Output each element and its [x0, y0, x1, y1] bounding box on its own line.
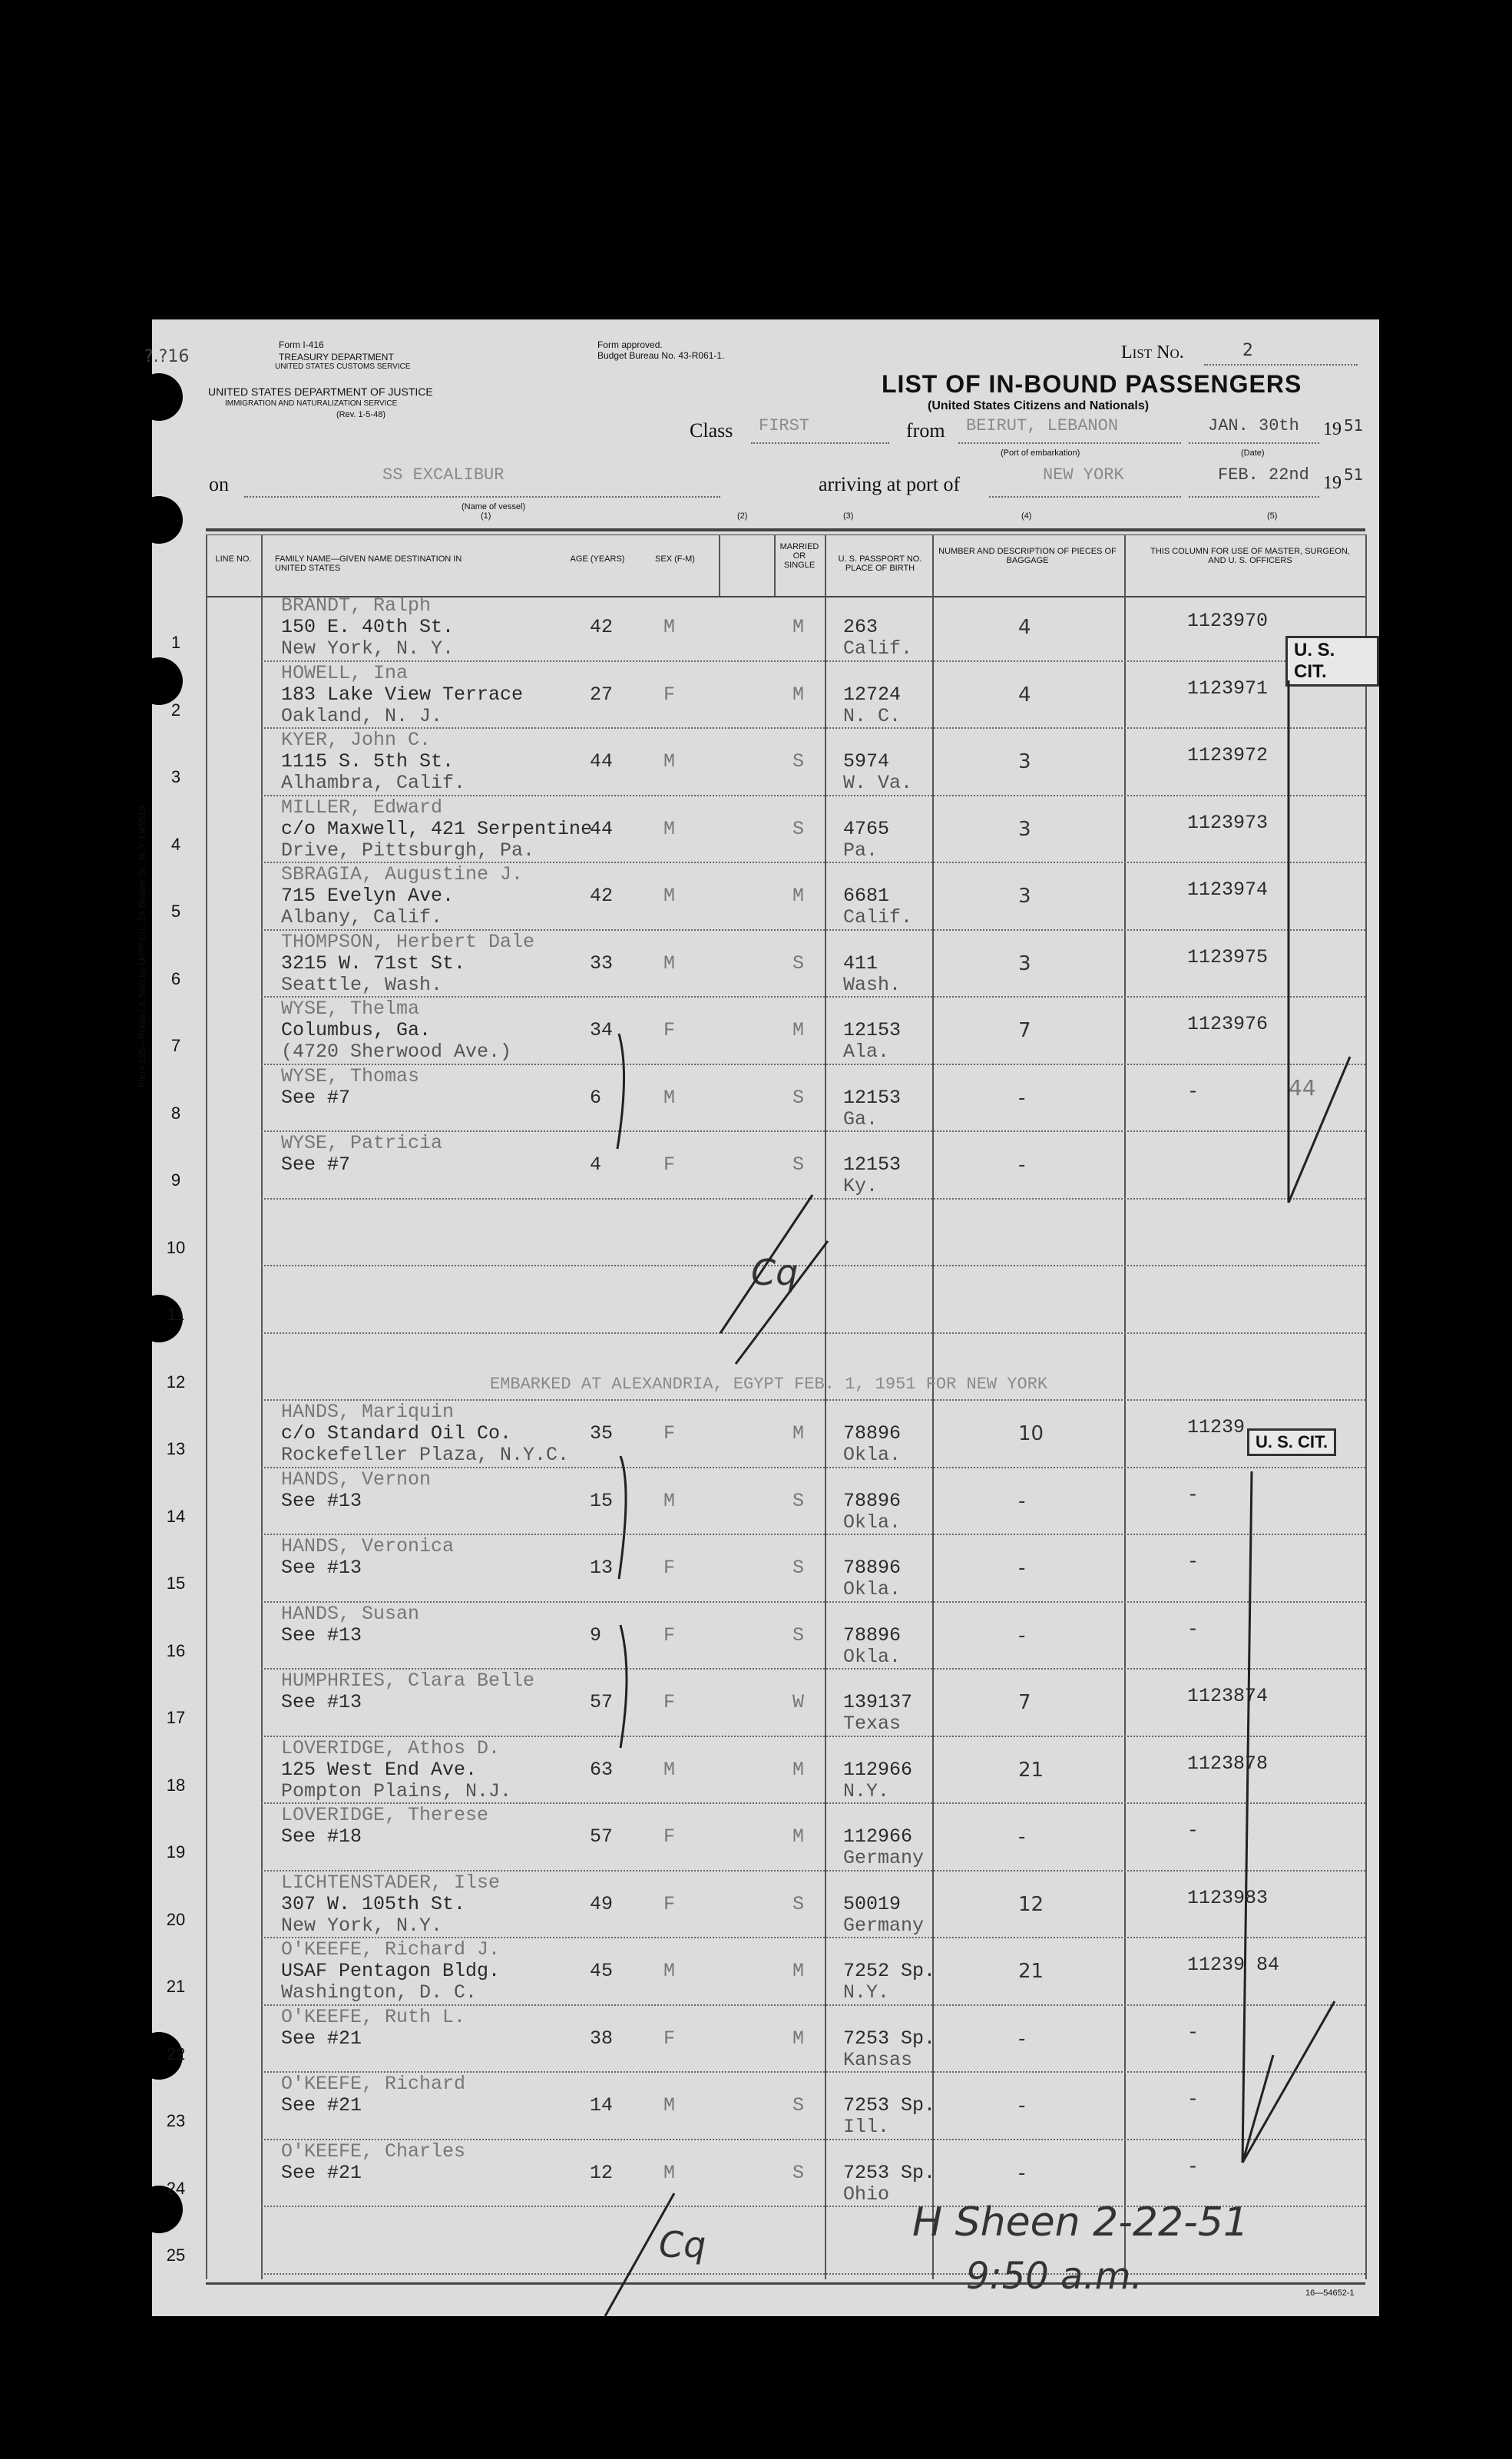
destination-line-1: See #13 — [281, 1691, 362, 1713]
place-of-birth: Ga. — [843, 1107, 878, 1130]
line-number: 15 — [166, 1574, 186, 1593]
line-number: 12 — [166, 1372, 186, 1392]
departure-date: JAN. 30th — [1208, 416, 1299, 435]
passport-number: 263 — [843, 616, 878, 638]
passport-number: 6681 — [843, 885, 890, 907]
justice-dept: UNITED STATES DEPARTMENT OF JUSTICE — [208, 386, 433, 398]
col-num-1: (1) — [481, 511, 491, 521]
destination-line-2: Oakland, N. J. — [281, 704, 443, 727]
initial-mark: Cq — [659, 2224, 706, 2265]
age: 42 — [590, 616, 614, 638]
baggage-count: - — [1018, 1825, 1026, 1848]
age: 57 — [590, 1825, 614, 1848]
destination-line-1: See #13 — [281, 1489, 362, 1512]
destination-line-2: Washington, D. C. — [281, 1981, 478, 2004]
officer-reference: 1123971 — [1187, 677, 1269, 700]
passport-number: 411 — [843, 951, 878, 975]
destination-line-1: See #7 — [281, 1153, 351, 1176]
age: 12 — [590, 2161, 614, 2184]
marital-status: M — [792, 885, 805, 907]
vessel-name: SS EXCALIBUR — [382, 465, 505, 485]
marital-status: S — [792, 1557, 805, 1579]
class-value: FIRST — [759, 416, 810, 435]
class-label: Class — [690, 419, 733, 442]
passenger-name: KYER, John C. — [281, 729, 432, 751]
officer-reference: 1123972 — [1187, 744, 1269, 766]
marital-status: S — [792, 750, 805, 773]
date-caption: (Date) — [1241, 448, 1265, 458]
passport-number: 112966 — [843, 1825, 913, 1848]
sex: F — [663, 1422, 676, 1445]
place-of-birth: Texas — [843, 1713, 902, 1735]
passport-number: 7252 Sp. — [843, 1960, 936, 1982]
passenger-name: MILLER, Edward — [281, 796, 443, 819]
destination-line-2: New York, N.Y. — [281, 1914, 443, 1937]
col-header-line: LINE NO. — [215, 554, 252, 564]
baggage-count: - — [1018, 1086, 1026, 1110]
destination-line-1: 183 Lake View Terrace — [281, 683, 524, 706]
customs-service: UNITED STATES CUSTOMS SERVICE — [275, 362, 411, 371]
col-header-baggage: NUMBER AND DESCRIPTION OF PIECES OF BAGGAGE — [938, 547, 1117, 565]
passenger-name: HUMPHRIES, Clara Belle — [281, 1670, 535, 1692]
age: 57 — [590, 1691, 614, 1713]
line-number: 7 — [170, 1036, 181, 1055]
baggage-count: - — [1018, 1623, 1026, 1647]
inspection-time: 9:50 a.m. — [966, 2255, 1143, 2298]
sex: M — [663, 2161, 676, 2184]
form-approved: Form approved. — [597, 339, 663, 350]
sex: M — [663, 750, 676, 773]
passenger-name: WYSE, Patricia — [281, 1132, 443, 1154]
sex: M — [663, 1489, 676, 1512]
destination-line-2: Rockefeller Plaza, N.Y.C. — [281, 1444, 570, 1466]
marital-status: S — [792, 2161, 805, 2184]
year-prefix-1: 19 — [1323, 419, 1342, 439]
sex: F — [663, 1691, 676, 1713]
passport-number: 50019 — [843, 1892, 902, 1915]
age: 9 — [590, 1623, 602, 1647]
place-of-birth: Ill. — [843, 2116, 890, 2138]
age: 4 — [590, 1153, 602, 1176]
place-of-birth: Okla. — [843, 1578, 902, 1600]
marital-status: S — [792, 1623, 805, 1647]
officer-reference: 1123983 — [1187, 1886, 1269, 1909]
destination-line-2: Drive, Pittsburgh, Pa. — [281, 839, 535, 862]
passenger-name: O'KEEFE, Richard J. — [281, 1938, 501, 1961]
officer-reference: 1123975 — [1187, 945, 1269, 968]
sex: F — [663, 1825, 676, 1848]
officer-reference: - — [1187, 1483, 1199, 1506]
officer-reference: 1123974 — [1187, 879, 1269, 901]
destination-line-1: 150 E. 40th St. — [281, 616, 455, 638]
line-number: 25 — [166, 2246, 186, 2265]
place-of-birth: Kansas — [843, 2048, 913, 2071]
sex: F — [663, 1153, 676, 1176]
line-number: 5 — [170, 902, 181, 921]
destination-line-1: 1115 S. 5th St. — [281, 750, 455, 773]
marital-status: M — [792, 1758, 805, 1781]
age: 35 — [590, 1422, 614, 1445]
line-number: 19 — [166, 1842, 186, 1862]
destination-line-1: See #18 — [281, 1825, 362, 1848]
us-citizen-stamp: U. S. CIT. — [1247, 1428, 1336, 1456]
place-of-birth: N. C. — [843, 704, 902, 727]
line-number: 24 — [166, 2178, 186, 2198]
destination-line-1: 307 W. 105th St. — [281, 1892, 466, 1915]
baggage-count: 4 — [1018, 683, 1031, 707]
passenger-name: BRANDT, Ralph — [281, 594, 432, 617]
line-number: 14 — [166, 1506, 186, 1526]
marital-status: S — [792, 1086, 805, 1109]
passport-number: 12724 — [843, 683, 902, 706]
passenger-name: WYSE, Thelma — [281, 998, 420, 1020]
destination-line-1: 3215 W. 71st St. — [281, 951, 466, 975]
marital-status: M — [792, 1422, 805, 1445]
destination-line-1: See #21 — [281, 2094, 362, 2116]
destination-line-2: New York, N. Y. — [281, 637, 455, 660]
passenger-manifest-sheet — [137, 319, 1379, 2316]
line-number: 21 — [166, 1977, 186, 1996]
destination-line-1: c/o Standard Oil Co. — [281, 1422, 512, 1445]
place-of-birth: Okla. — [843, 1645, 902, 1668]
destination-line-1: Columbus, Ga. — [281, 1019, 432, 1041]
port-embark-caption: (Port of embarkation) — [1001, 448, 1080, 458]
place-of-birth: Ala. — [843, 1041, 890, 1063]
marital-status: M — [792, 1825, 805, 1848]
age: 14 — [590, 2094, 614, 2116]
destination-line-1: See #7 — [281, 1086, 351, 1109]
place-of-birth: Germany — [843, 1914, 925, 1937]
list-no-value: 2 — [1242, 341, 1253, 360]
pencil-marks — [152, 319, 1379, 2316]
passport-number: 5974 — [843, 750, 890, 773]
line-number: 13 — [166, 1439, 186, 1458]
age: 42 — [590, 885, 614, 907]
age: 6 — [590, 1086, 602, 1109]
officer-reference: - — [1187, 1551, 1199, 1573]
baggage-count: 3 — [1018, 951, 1031, 975]
passenger-name: HANDS, Vernon — [281, 1468, 432, 1491]
passport-number: 78896 — [843, 1623, 902, 1647]
age: 44 — [590, 750, 614, 773]
inspector-signature: H Sheen 2-22-51 — [912, 2199, 1249, 2246]
place-of-birth: Calif. — [843, 906, 913, 928]
passport-number: 12153 — [843, 1086, 902, 1109]
age: 45 — [590, 1960, 614, 1982]
col-header-married: MARRIED OR SINGLE — [779, 542, 819, 570]
line-number: 16 — [166, 1640, 186, 1660]
marital-status: M — [792, 683, 805, 706]
passenger-name: HANDS, Veronica — [281, 1535, 455, 1557]
place-of-birth: Okla. — [843, 1511, 902, 1534]
officer-reference: 1123976 — [1187, 1013, 1269, 1035]
col-header-name: FAMILY NAME—GIVEN NAME DESTINATION IN UNITED STATES — [275, 554, 462, 573]
arriving-label: arriving at port of — [819, 473, 961, 495]
destination-line-1: See #21 — [281, 2027, 362, 2050]
marital-status: S — [792, 951, 805, 975]
passenger-name: LICHTENSTADER, Ilse — [281, 1871, 501, 1894]
arrival-date: FEB. 22nd — [1218, 465, 1309, 485]
age: 34 — [590, 1019, 614, 1041]
col-header-sex: SEX (F-M) — [655, 554, 695, 564]
passport-number: 12153 — [843, 1153, 902, 1176]
passenger-name: LOVERIDGE, Therese — [281, 1804, 489, 1826]
baggage-count: 3 — [1018, 750, 1031, 773]
age: 13 — [590, 1557, 614, 1579]
passport-number: 112966 — [843, 1758, 913, 1781]
line-number: 23 — [166, 2111, 186, 2130]
passport-number: 7253 Sp. — [843, 2161, 936, 2184]
age: 33 — [590, 951, 614, 975]
baggage-count: - — [1018, 1489, 1026, 1513]
sex: M — [663, 817, 676, 840]
baggage-count: 3 — [1018, 817, 1031, 841]
place-of-birth: Okla. — [843, 1444, 902, 1466]
marital-status: S — [792, 2094, 805, 2116]
count-annotation: 44 — [1289, 1075, 1316, 1100]
sex: F — [663, 1892, 676, 1915]
passenger-name: HANDS, Susan — [281, 1602, 420, 1625]
line-number: 17 — [166, 1708, 186, 1727]
passport-number: 7253 Sp. — [843, 2094, 936, 2116]
passenger-name: O'KEEFE, Ruth L. — [281, 2005, 466, 2028]
passenger-name: HANDS, Mariquin — [281, 1401, 455, 1423]
list-no-label: List No. — [1121, 343, 1184, 362]
age: 38 — [590, 2027, 614, 2050]
baggage-count: - — [1018, 2161, 1026, 2185]
baggage-count: - — [1018, 2027, 1026, 2050]
baggage-count: - — [1018, 1557, 1026, 1580]
passenger-name: HOWELL, Ina — [281, 661, 409, 684]
col-header-passport: U. S. PASSPORT NO. PLACE OF BIRTH — [838, 554, 922, 573]
passenger-name: THOMPSON, Herbert Dale — [281, 930, 535, 953]
place-of-birth: N.Y. — [843, 1779, 890, 1802]
line-number: 20 — [166, 1909, 186, 1929]
baggage-count: 7 — [1018, 1691, 1031, 1714]
officer-reference: - — [1187, 2020, 1199, 2044]
destination-line-2: Albany, Calif. — [281, 906, 443, 928]
officer-reference: - — [1187, 2155, 1199, 2178]
page-title: LIST OF IN-BOUND PASSENGERS — [882, 370, 1302, 398]
sex: M — [663, 1758, 676, 1781]
on-label: on — [209, 473, 229, 495]
baggage-count: 10 — [1018, 1422, 1044, 1445]
passport-number: 7253 Sp. — [843, 2027, 936, 2050]
line-number: 2 — [170, 700, 181, 720]
marital-status: W — [792, 1691, 805, 1713]
destination-line-1: USAF Pentagon Bldg. — [281, 1960, 501, 1982]
age: 15 — [590, 1489, 614, 1512]
line-number: 22 — [166, 2044, 186, 2064]
form-revision: (Rev. 1-5-48) — [336, 410, 385, 419]
age: 44 — [590, 817, 614, 840]
place-of-birth: N.Y. — [843, 1981, 890, 2004]
destination-line-1: See #21 — [281, 2161, 362, 2184]
place-of-birth: Germany — [843, 1847, 925, 1869]
baggage-count: 3 — [1018, 885, 1031, 908]
marital-status: M — [792, 1960, 805, 1982]
place-of-birth: Ohio — [843, 2183, 890, 2206]
col-num-4: (4) — [1021, 511, 1032, 521]
baggage-count: - — [1018, 1153, 1026, 1177]
line-number: 11 — [167, 1305, 185, 1324]
line-number: 10 — [166, 1237, 186, 1257]
page-subtitle: (United States Citizens and Nationals) — [928, 399, 1150, 412]
treasury-dept: TREASURY DEPARTMENT — [279, 352, 394, 362]
col-num-3: (3) — [843, 511, 854, 521]
baggage-count: 7 — [1018, 1019, 1031, 1042]
marital-status: S — [792, 1489, 805, 1512]
sex: F — [663, 2027, 676, 2050]
passport-number: 78896 — [843, 1557, 902, 1579]
sex: M — [663, 616, 676, 638]
officer-reference: - — [1187, 2088, 1199, 2110]
port-of-embarkation: BEIRUT, LEBANON — [966, 416, 1119, 435]
passenger-name: O'KEEFE, Charles — [281, 2140, 466, 2163]
officer-reference: - — [1187, 1617, 1199, 1640]
destination-line-1: c/o Maxwell, 421 Serpentine — [281, 817, 593, 840]
age: 63 — [590, 1758, 614, 1781]
passenger-name: SBRAGIA, Augustine J. — [281, 863, 524, 885]
officer-reference: - — [1187, 1080, 1199, 1103]
age: 27 — [590, 683, 614, 706]
sex: M — [663, 951, 676, 975]
place-of-birth: Pa. — [843, 839, 878, 862]
budget-bureau: Budget Bureau No. 43-R061-1. — [597, 350, 725, 361]
passport-number: 4765 — [843, 817, 890, 840]
col-num-2: (2) — [737, 511, 748, 521]
officer-reference: - — [1187, 1819, 1199, 1842]
passenger-name: LOVERIDGE, Athos D. — [281, 1736, 501, 1759]
marital-status: S — [792, 1892, 805, 1915]
sex: F — [663, 683, 676, 706]
line-number: 6 — [170, 968, 181, 988]
ins-service: IMMIGRATION AND NATURALIZATION SERVICE — [225, 399, 398, 408]
baggage-count: 21 — [1018, 1758, 1044, 1782]
side-print-text: Form 125—Printed & Sold by Un?? Co., 24 Beaver St., N. Y. U45513 — [137, 806, 147, 1087]
passenger-name: O'KEEFE, Richard — [281, 2073, 466, 2095]
place-of-birth: W. Va. — [843, 772, 913, 794]
destination-line-1: See #13 — [281, 1623, 362, 1647]
initial-mark: Cq — [751, 1252, 799, 1293]
line-number: 9 — [170, 1170, 181, 1190]
corner-annotation: ?.?16 — [144, 347, 190, 366]
marital-status: S — [792, 1153, 805, 1176]
sex: F — [663, 1019, 676, 1041]
marital-status: M — [792, 1019, 805, 1041]
officer-reference: 1123878 — [1187, 1752, 1269, 1775]
year-value-2: 51 — [1344, 465, 1364, 484]
col-header-officers: THIS COLUMN FOR USE OF MASTER, SURGEON, AND U. S. OFFICERS — [1150, 547, 1350, 565]
sex: M — [663, 2094, 676, 2116]
sex: F — [663, 1623, 676, 1647]
line-number: 3 — [170, 767, 181, 786]
baggage-count: 21 — [1018, 1960, 1044, 1983]
destination-line-1: See #13 — [281, 1557, 362, 1579]
us-citizen-stamp: U. S. CIT. — [1285, 636, 1379, 687]
sex: M — [663, 885, 676, 907]
sex: F — [663, 1557, 676, 1579]
officer-reference: 11239 84 — [1187, 1954, 1280, 1976]
col-header-age: AGE (YEARS) — [570, 554, 625, 564]
passport-number: 139137 — [843, 1691, 913, 1713]
arrival-port: NEW YORK — [1043, 465, 1124, 485]
destination-line-2: Seattle, Wash. — [281, 973, 443, 996]
sex: M — [663, 1086, 676, 1109]
sex: M — [663, 1960, 676, 1982]
line-number: 4 — [170, 834, 181, 854]
line-number: 1 — [170, 633, 181, 652]
destination-line-2: (4720 Sherwood Ave.) — [281, 1041, 512, 1063]
passport-number: 12153 — [843, 1019, 902, 1041]
passenger-name: WYSE, Thomas — [281, 1064, 420, 1087]
destination-line-2: Pompton Plains, N.J. — [281, 1779, 512, 1802]
officer-reference: 1123973 — [1187, 811, 1269, 834]
destination-line-1: 125 West End Ave. — [281, 1758, 478, 1781]
embark-note: EMBARKED AT ALEXANDRIA, EGYPT FEB. 1, 1951 FOR NEW YORK — [490, 1375, 1048, 1394]
passport-number: 78896 — [843, 1489, 902, 1512]
year-prefix-2: 19 — [1323, 473, 1342, 493]
col-num-5: (5) — [1267, 511, 1278, 521]
officer-reference: 11239 — [1187, 1416, 1246, 1438]
marital-status: M — [792, 616, 805, 638]
age: 49 — [590, 1892, 614, 1915]
line-number: 18 — [166, 1775, 186, 1795]
baggage-count: 12 — [1018, 1892, 1044, 1916]
officer-reference: 1123874 — [1187, 1685, 1269, 1707]
place-of-birth: Calif. — [843, 637, 913, 660]
marital-status: M — [792, 2027, 805, 2050]
from-label: from — [906, 419, 945, 442]
officer-reference: 1123970 — [1187, 610, 1269, 632]
form-number: Form I-416 — [279, 339, 324, 350]
year-value-1: 51 — [1344, 416, 1364, 435]
place-of-birth: Ky. — [843, 1175, 878, 1197]
baggage-count: - — [1018, 2094, 1026, 2117]
destination-line-2: Alhambra, Calif. — [281, 772, 466, 794]
footer-code: 16—54652-1 — [1305, 2289, 1355, 2298]
destination-line-1: 715 Evelyn Ave. — [281, 885, 455, 907]
marital-status: S — [792, 817, 805, 840]
place-of-birth: Wash. — [843, 973, 902, 996]
baggage-count: 4 — [1018, 616, 1031, 639]
passport-number: 78896 — [843, 1422, 902, 1445]
vessel-caption: (Name of vessel) — [462, 502, 526, 511]
line-number: 8 — [170, 1103, 181, 1123]
